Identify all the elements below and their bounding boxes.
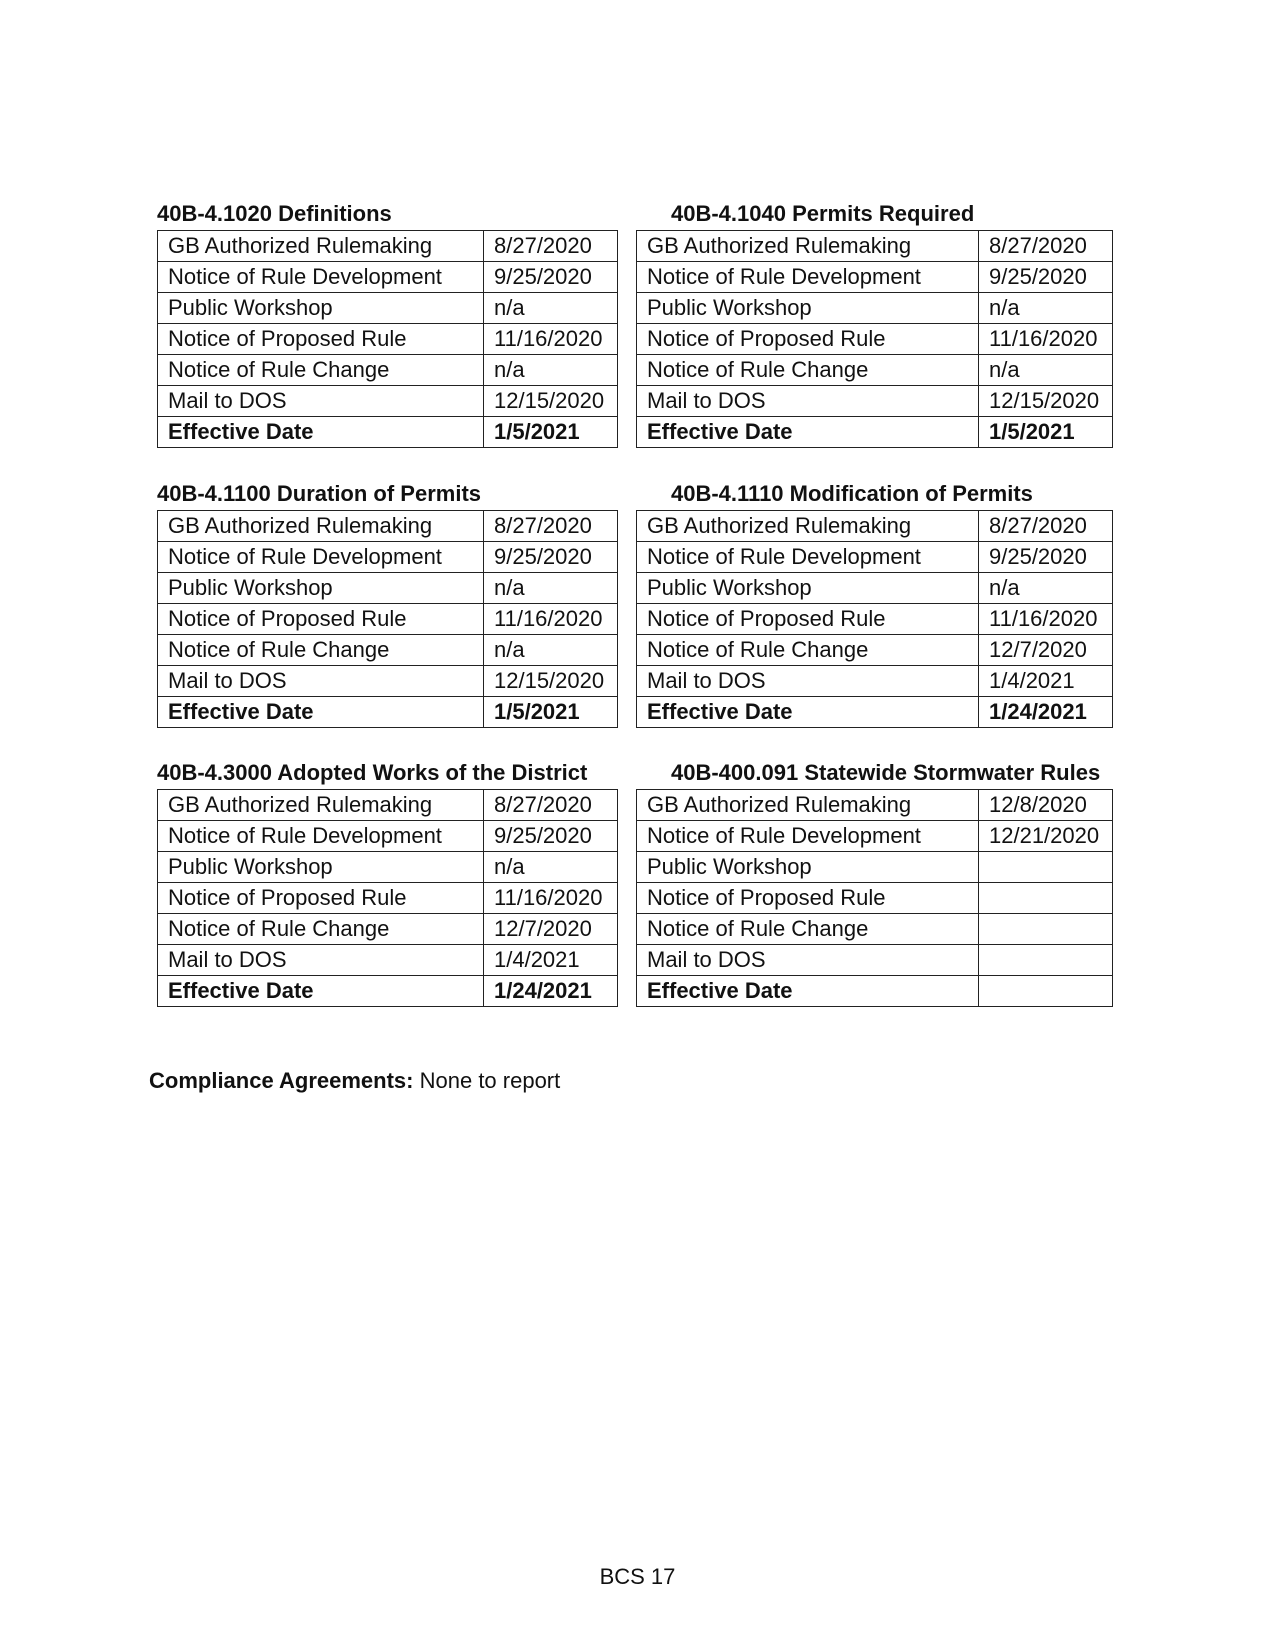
rule-timeline-table (157, 510, 618, 728)
rule-block-adopted-works (157, 760, 618, 1007)
date-cell: n/a (979, 573, 1113, 604)
date-cell: 12/8/2020 (979, 790, 1113, 821)
table-row-effective (158, 697, 618, 728)
step-cell: GB Authorized Rulemaking (158, 231, 484, 262)
rule-block-permits-required (636, 201, 1113, 448)
step-cell: Notice of Rule Change (637, 914, 979, 945)
date-cell (979, 852, 1113, 883)
compliance-text: None to report (419, 1068, 561, 1093)
table-row (637, 852, 1113, 883)
date-cell: n/a (484, 635, 618, 666)
step-cell: Notice of Rule Change (637, 355, 979, 386)
rule-timeline-table (157, 230, 618, 448)
table-row (637, 573, 1113, 604)
table-row (637, 790, 1113, 821)
step-cell: Notice of Proposed Rule (158, 324, 484, 355)
date-cell: 12/15/2020 (484, 386, 618, 417)
date-cell: 9/25/2020 (484, 262, 618, 293)
step-cell: Notice of Rule Change (637, 635, 979, 666)
step-cell: Notice of Proposed Rule (637, 883, 979, 914)
step-cell: GB Authorized Rulemaking (637, 511, 979, 542)
step-cell: Notice of Rule Change (158, 635, 484, 666)
date-cell: 11/16/2020 (979, 604, 1113, 635)
table-row (637, 511, 1113, 542)
compliance-agreements (149, 1068, 560, 1094)
step-cell: Notice of Rule Change (158, 914, 484, 945)
step-cell: Mail to DOS (158, 945, 484, 976)
table-row (637, 386, 1113, 417)
table-row (158, 262, 618, 293)
table-row-effective (637, 417, 1113, 448)
date-cell: 12/15/2020 (979, 386, 1113, 417)
table-row (158, 790, 618, 821)
step-cell: Effective Date (637, 976, 979, 1007)
date-cell: 12/21/2020 (979, 821, 1113, 852)
step-cell: Notice of Rule Development (637, 821, 979, 852)
table-row (158, 945, 618, 976)
step-cell: Notice of Proposed Rule (637, 604, 979, 635)
date-cell: 8/27/2020 (484, 511, 618, 542)
date-cell: 8/27/2020 (484, 790, 618, 821)
table-row (158, 883, 618, 914)
table-row (158, 604, 618, 635)
rule-title: 40B-400.091 Statewide Stormwater Rules (671, 760, 1101, 785)
rule-title: 40B-4.1110 Modification of Permits (671, 481, 1033, 506)
table-row (637, 293, 1113, 324)
step-cell: Mail to DOS (158, 386, 484, 417)
step-cell: Notice of Rule Development (158, 542, 484, 573)
table-row (637, 914, 1113, 945)
step-cell: GB Authorized Rulemaking (158, 790, 484, 821)
table-row (637, 324, 1113, 355)
rule-block-modification-of-permits (636, 481, 1113, 728)
rule-block-definitions (157, 201, 618, 448)
date-cell: n/a (484, 852, 618, 883)
rule-timeline-table (157, 789, 618, 1007)
step-cell: Public Workshop (158, 573, 484, 604)
table-row (158, 573, 618, 604)
table-row (158, 852, 618, 883)
date-cell: 12/15/2020 (484, 666, 618, 697)
step-cell: Public Workshop (158, 293, 484, 324)
table-row (637, 355, 1113, 386)
date-cell: n/a (979, 355, 1113, 386)
table-row (158, 231, 618, 262)
step-cell: GB Authorized Rulemaking (637, 790, 979, 821)
step-cell: Notice of Proposed Rule (158, 604, 484, 635)
date-cell: 8/27/2020 (979, 231, 1113, 262)
rule-title: 40B-4.1040 Permits Required (671, 201, 975, 226)
step-cell: Notice of Rule Development (637, 542, 979, 573)
page-number: BCS 17 (599, 1564, 676, 1589)
date-cell: 12/7/2020 (979, 635, 1113, 666)
table-row (637, 666, 1113, 697)
step-cell: Notice of Rule Development (637, 262, 979, 293)
date-cell (979, 883, 1113, 914)
date-cell: 8/27/2020 (484, 231, 618, 262)
date-cell: n/a (484, 293, 618, 324)
table-row (637, 635, 1113, 666)
table-row-effective (637, 976, 1113, 1007)
date-cell: 12/7/2020 (484, 914, 618, 945)
step-cell: Public Workshop (637, 573, 979, 604)
table-row (637, 262, 1113, 293)
rule-block-duration-of-permits (157, 481, 618, 728)
step-cell: Notice of Rule Development (158, 821, 484, 852)
step-cell: Effective Date (637, 417, 979, 448)
step-cell: GB Authorized Rulemaking (158, 511, 484, 542)
date-cell: 1/4/2021 (484, 945, 618, 976)
table-row (158, 914, 618, 945)
table-row-effective (158, 976, 618, 1007)
rule-title: 40B-4.1100 Duration of Permits (157, 481, 482, 506)
date-cell: 9/25/2020 (979, 262, 1113, 293)
date-cell: 1/24/2021 (979, 697, 1113, 728)
date-cell (979, 976, 1113, 1007)
step-cell: Public Workshop (158, 852, 484, 883)
table-row (158, 386, 618, 417)
date-cell (979, 914, 1113, 945)
step-cell: Mail to DOS (637, 945, 979, 976)
date-cell: n/a (484, 355, 618, 386)
rule-title: 40B-4.3000 Adopted Works of the District (157, 760, 588, 785)
date-cell: 9/25/2020 (979, 542, 1113, 573)
step-cell: Effective Date (158, 697, 484, 728)
table-row-effective (158, 417, 618, 448)
rule-title: 40B-4.1020 Definitions (157, 201, 392, 226)
date-cell: 11/16/2020 (484, 883, 618, 914)
date-cell: 1/4/2021 (979, 666, 1113, 697)
date-cell: 9/25/2020 (484, 821, 618, 852)
rule-block-statewide-stormwater (636, 760, 1113, 1007)
date-cell: 9/25/2020 (484, 542, 618, 573)
date-cell: n/a (484, 573, 618, 604)
date-cell: 11/16/2020 (484, 604, 618, 635)
step-cell: Mail to DOS (158, 666, 484, 697)
date-cell: n/a (979, 293, 1113, 324)
table-row (158, 355, 618, 386)
step-cell: Effective Date (637, 697, 979, 728)
step-cell: Notice of Rule Change (158, 355, 484, 386)
step-cell: Notice of Proposed Rule (637, 324, 979, 355)
table-row (158, 511, 618, 542)
date-cell: 1/5/2021 (484, 417, 618, 448)
table-row (158, 324, 618, 355)
table-row (158, 666, 618, 697)
date-cell: 11/16/2020 (484, 324, 618, 355)
step-cell: Mail to DOS (637, 666, 979, 697)
table-row (158, 821, 618, 852)
date-cell: 11/16/2020 (979, 324, 1113, 355)
table-row-effective (637, 697, 1113, 728)
date-cell: 1/5/2021 (484, 697, 618, 728)
table-row (637, 821, 1113, 852)
table-row (158, 542, 618, 573)
step-cell: Effective Date (158, 976, 484, 1007)
rule-timeline-table (636, 789, 1113, 1007)
step-cell: Notice of Proposed Rule (158, 883, 484, 914)
table-row (158, 293, 618, 324)
step-cell: Notice of Rule Development (158, 262, 484, 293)
table-row (637, 542, 1113, 573)
step-cell: Effective Date (158, 417, 484, 448)
table-row (637, 604, 1113, 635)
rule-timeline-table (636, 510, 1113, 728)
step-cell: GB Authorized Rulemaking (637, 231, 979, 262)
date-cell: 1/5/2021 (979, 417, 1113, 448)
date-cell: 8/27/2020 (979, 511, 1113, 542)
date-cell: 1/24/2021 (484, 976, 618, 1007)
table-row (637, 883, 1113, 914)
step-cell: Public Workshop (637, 852, 979, 883)
table-row (637, 945, 1113, 976)
compliance-label: Compliance Agreements: (149, 1068, 414, 1093)
step-cell: Public Workshop (637, 293, 979, 324)
date-cell (979, 945, 1113, 976)
rule-timeline-table (636, 230, 1113, 448)
page-footer (0, 1564, 1275, 1590)
table-row (158, 635, 618, 666)
step-cell: Mail to DOS (637, 386, 979, 417)
table-row (637, 231, 1113, 262)
